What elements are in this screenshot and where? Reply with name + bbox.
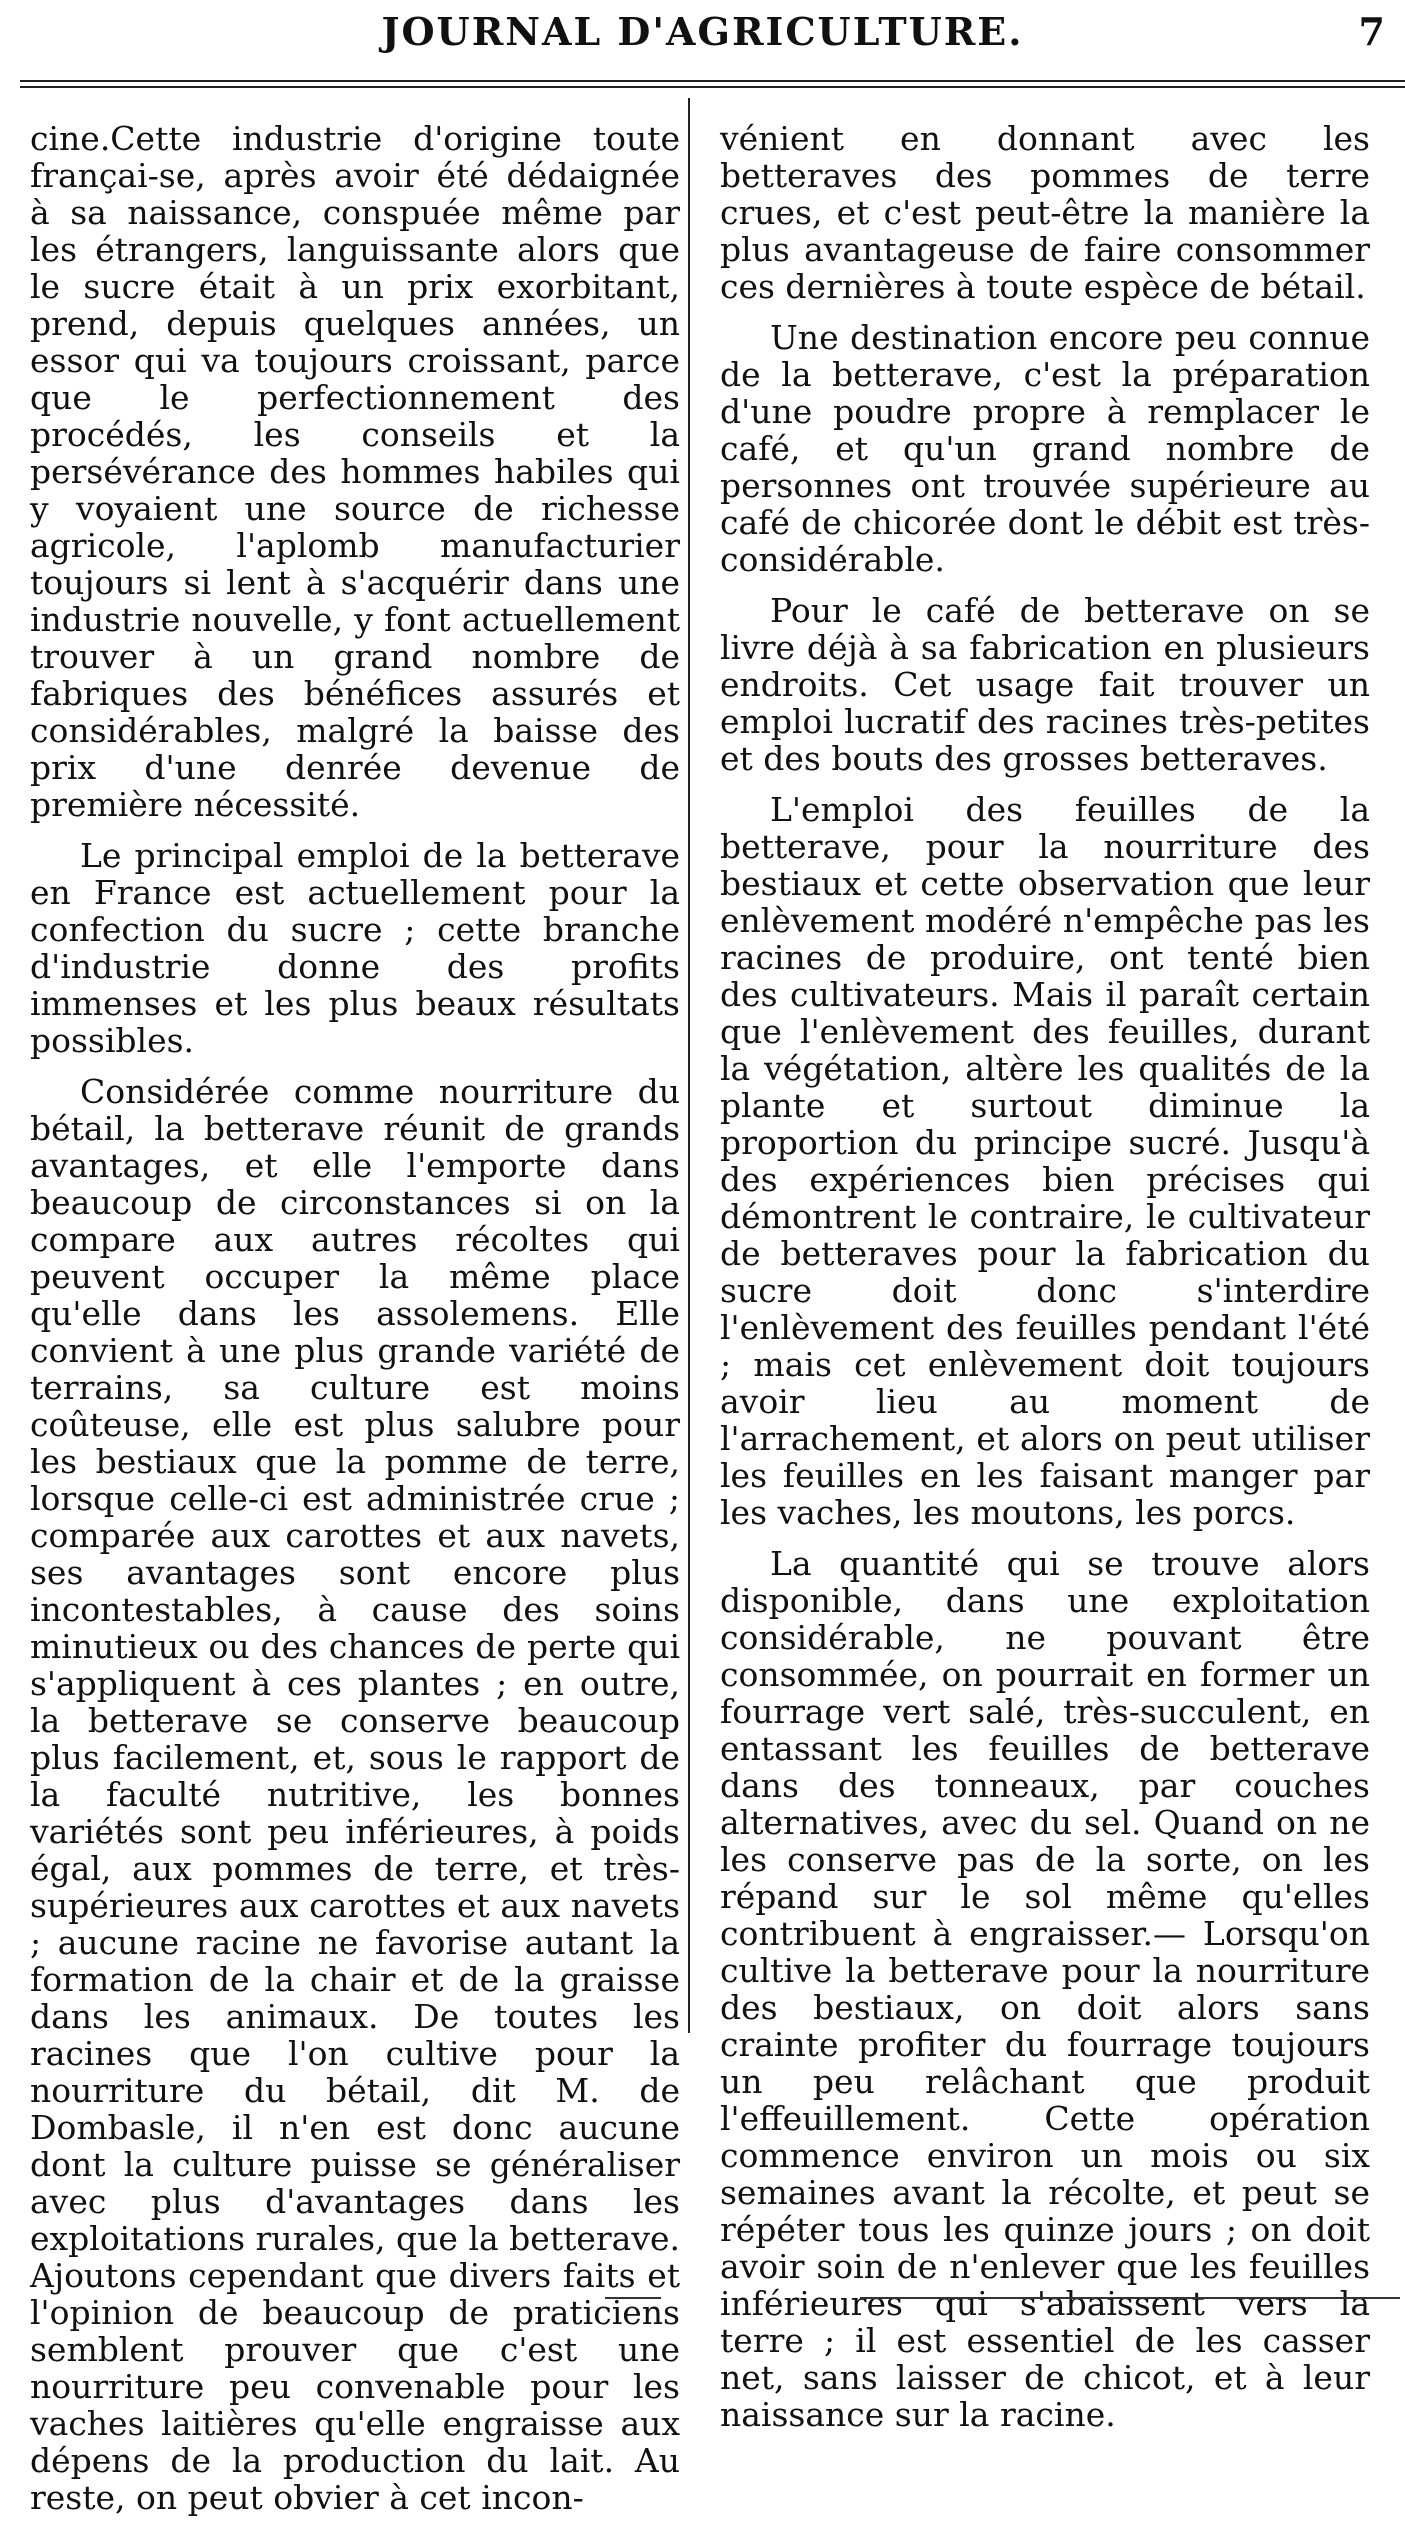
paragraph: Une destination encore peu connue de la betterave, c'est la préparation d'une poudre propre à remplacer le café, et qu'un grand nombre de personnes ont trouvée supérieure au café de chicorée dont le débit est très-considérable. (720, 318, 1370, 579)
header-rule (20, 80, 1405, 88)
page-header (0, 0, 1405, 80)
page-number: 7 (1358, 9, 1385, 54)
paragraph: cine.Cette industrie d'origine toute françai-se, après avoir été dédaignée à sa naissance, conspuée même par les étrangers, languissante alors que le sucre était à un prix exorbitant, prend, depuis quelques années, un essor qui va toujours croissant, parce que le perfectionnement des procédés, les conseils et la persévérance des hommes habiles qui y voyaient une source de richesse agricole, l'aplomb manufacturier toujours si lent à s'acquérir dans une industrie nouvelle, y font actuellement trouver à un grand nombre de fabriques des bénéfices assurés et considérables, malgré la baisse des prix d'une denrée devenue de première nécessité. (30, 119, 680, 824)
right-column (720, 120, 1370, 2447)
paragraph: Pour le café de betterave on se livre déjà à sa fabrication en plusieurs endroits. Cet usage fait trouver un emploi lucratif des racines très-petites et des bouts des grosses betteraves. (720, 591, 1370, 778)
footer-rule (860, 2297, 1400, 2299)
left-column (30, 120, 680, 2530)
paragraph: L'emploi des feuilles de la betterave, pour la nourriture des bestiaux et cette observation que leur enlèvement modéré n'empêche pas les racines de produire, ont tenté bien des cultivateurs. Mais il paraît certain que l'enlèvement des feuilles, durant la végétation, altère les qualités de la plante et surtout diminue la proportion du principe sucré. Jusqu'à des expériences bien précises qui démontrent le contraire, le cultivateur de betteraves pour la fabrication du sucre doit donc s'interdire l'enlèvement des feuilles pendant l'été ; mais cet enlèvement doit toujours avoir lieu au moment de l'arrachement, et alors on peut utiliser les feuilles en les faisant manger par les vaches, les moutons, les porcs. (720, 790, 1370, 1532)
footer-rule (605, 2297, 661, 2299)
paragraph: Le principal emploi de la betterave en France est actuellement pour la confection du sucre ; cette branche d'industrie donne des profits immenses et les plus beaux résultats possibles. (30, 836, 680, 1060)
column-divider (688, 98, 690, 2033)
paragraph: vénient en donnant avec les betteraves des pommes de terre crues, et c'est peut-être la manière la plus avantageuse de faire consommer ces dernières à toute espèce de bétail. (720, 119, 1370, 306)
paragraph: Considérée comme nourriture du bétail, la betterave réunit de grands avantages, et elle l'emporte dans beaucoup de circonstances si on la compare aux autres récoltes qui peuvent occuper la même place qu'elle dans les assolemens. Elle convient à une plus grande variété de terrains, sa culture est moins coûteuse, elle est plus salubre pour les bestiaux que la pomme de terre, lorsque celle-ci est administrée crue ; comparée aux carottes et aux navets, ses avantages sont encore plus incontestables, à cause des soins minutieux ou des chances de perte qui s'appliquent à ces plantes ; en outre, la betterave se conserve beaucoup plus facilement, et, sous le rapport de la faculté nutritive, les bonnes variétés sont peu inférieures, à poids égal, aux pommes de terre, et très-supérieures aux carottes et aux navets ; aucune racine ne favorise autant la formation de la chair et de la graisse dans les animaux. De toutes les racines que l'on cultive pour la nourriture du bétail, dit M. de Dombasle, il n'en est donc aucune dont la culture puisse se généraliser avec plus d'avantages dans les exploitations rurales, que la betterave. Ajoutons cependant que divers faits et l'opinion de beaucoup de praticiens semblent prouver que c'est une nourriture peu convenable pour les vaches laitières qu'elle engraisse aux dépens de la production du lait. Au reste, on peut obvier à cet incon- (30, 1072, 680, 2517)
running-title: JOURNAL D'AGRICULTURE. (381, 9, 1024, 54)
paragraph: La quantité qui se trouve alors disponible, dans une exploitation considérable, ne pouvant être consommée, on pourrait en former un fourrage vert salé, très-succulent, en entassant les feuilles de betterave dans des tonneaux, par couches alternatives, avec du sel. Quand on ne les conserve pas de la sorte, on les répand sur le sol même qu'elles contribuent à engraisser.— Lorsqu'on cultive la betterave pour la nourriture des bestiaux, on doit alors sans crainte profiter du fourrage toujours un peu relâchant que produit l'effeuillement. Cette opération commence environ un mois ou six semaines avant la récolte, et peut se répéter tous les quinze jours ; on doit avoir soin de n'enlever que les feuilles inférieures qui s'abaissent vers la terre ; il est essentiel de les casser net, sans laisser de chicot, et à leur naissance sur la racine. (720, 1544, 1370, 2434)
